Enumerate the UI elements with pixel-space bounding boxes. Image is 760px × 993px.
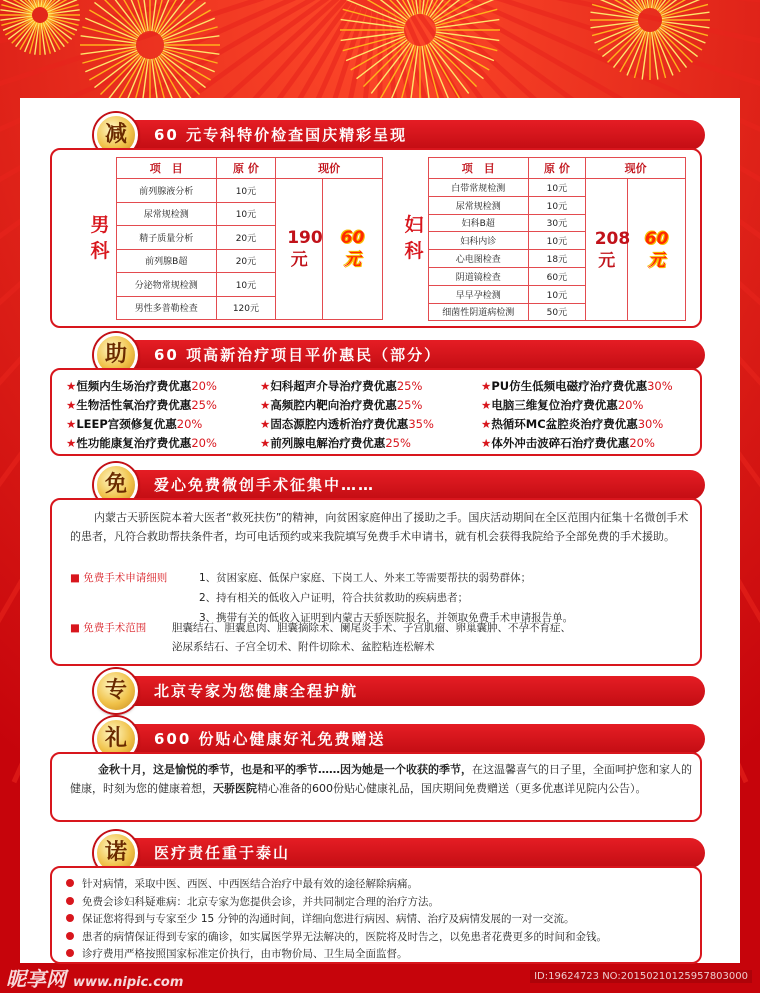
promise-list xyxy=(66,876,696,964)
gift-bold-2: 天骄医院 xyxy=(213,782,257,795)
banner-jian-title: 60 元专科特价检查国庆精彩呈现 xyxy=(154,126,408,144)
female-item: 阴道镜检查 xyxy=(429,267,529,285)
banner-li xyxy=(100,724,705,754)
female-price: 10元 xyxy=(528,232,586,250)
treatment-item: ★电脑三维复位治疗费优惠20% xyxy=(481,398,644,412)
treatment-item: ★固态源腔内透析治疗费优惠35% xyxy=(260,417,434,431)
gift-text-1: 在这温馨喜气的日子里，全面呵护您和家人的健康，时刻为您的健康着想， xyxy=(70,763,692,795)
treatment-item: ★前列腺电解治疗费优惠25% xyxy=(260,436,411,450)
free-intro: 内蒙古天骄医院本着大医者“救死扶伤”的精神，向贫困家庭伸出了援助之手。国庆活动期间在全区范围内征集十名微创手术的患者，凡符合救助帮扶条件者，均可电话预约或来我院填写免费手术申请书，就有机会获得我院给予全部免费的手术援助。 xyxy=(70,511,689,543)
treatment-item: ★性功能康复治疗费优惠20% xyxy=(66,436,217,450)
promise-item: 患者的病情保证得到专家的确诊，如实属医学界无法解决的，医院将及时告之，以免患者花费更多的时间和金钱。 xyxy=(66,929,696,947)
badge-nuo: 诺 xyxy=(94,831,138,875)
female-price: 18元 xyxy=(528,250,586,268)
female-price: 30元 xyxy=(528,214,586,232)
male-price: 10元 xyxy=(216,179,276,203)
badge-zhuan: 专 xyxy=(94,669,138,713)
badge-mian: 免 xyxy=(94,463,138,507)
banner-mian xyxy=(100,470,705,500)
female-header-price: 原 价 xyxy=(528,158,586,179)
badge-jian: 减 xyxy=(94,113,138,157)
female-label: 妇科 xyxy=(404,214,424,262)
rule-1: 1、贫困家庭、低保户家庭、下岗工人、外来工等需要帮扶的弱势群体； xyxy=(199,572,532,584)
male-price: 10元 xyxy=(216,273,276,297)
female-item: 细菌性阴道病检测 xyxy=(429,303,529,321)
promise-item: 免费会诊妇科疑难病：北京专家为您提供会诊，并共同制定合理的治疗方法。 xyxy=(66,894,696,912)
female-item: 妇科内诊 xyxy=(429,232,529,250)
banner-nuo xyxy=(100,838,705,868)
male-header-item: 项 目 xyxy=(117,158,217,179)
gift-text-2: 精心准备的600份贴心健康礼品，国庆期间免费赠送（更多优惠详见院内公告）。 xyxy=(257,782,647,795)
male-item: 分泌物常规检测 xyxy=(117,273,217,297)
banner-li-title: 600 份贴心健康好礼免费赠送 xyxy=(154,730,386,748)
rules-label: ■ 免费手术申请细则 xyxy=(70,572,168,584)
female-price: 10元 xyxy=(528,285,586,303)
banner-jian xyxy=(100,120,705,150)
rule-2: 2、持有相关的低收入户证明，符合扶贫救助的疾病患者； xyxy=(199,592,469,604)
banner-nuo-title: 医疗责任重于泰山 xyxy=(154,844,291,862)
scope-line-2: 泌尿系结石、子宫全切术、附件切除术、盆腔粘连松解术 xyxy=(172,641,435,653)
promise-item: 针对病情，采取中医、西医、中西医结合治疗中最有效的途径解除病痛。 xyxy=(66,876,696,894)
female-price: 50元 xyxy=(528,303,586,321)
female-price-table xyxy=(428,157,686,321)
scope-label: ■ 免费手术范围 xyxy=(70,622,147,634)
female-price: 60元 xyxy=(528,267,586,285)
male-header-now: 现价 xyxy=(276,158,383,179)
gift-text xyxy=(70,760,692,798)
female-item: 白带常规检测 xyxy=(429,179,529,197)
male-item: 尿常规检测 xyxy=(117,202,217,226)
bullet-icon xyxy=(66,914,74,922)
female-item: 尿常规检测 xyxy=(429,196,529,214)
male-label: 男科 xyxy=(90,214,110,262)
promise-item: 保证您将得到与专家至少 15 分钟的沟通时间，详细向您进行病因、病情、治疗及病情发展的一对一交流。 xyxy=(66,911,696,929)
male-header-price: 原 价 xyxy=(216,158,276,179)
bullet-icon xyxy=(66,897,74,905)
female-price: 10元 xyxy=(528,179,586,197)
female-price: 10元 xyxy=(528,196,586,214)
female-item: 心电图检查 xyxy=(429,250,529,268)
male-item: 前列腺液分析 xyxy=(117,179,217,203)
badge-zhu: 助 xyxy=(94,333,138,377)
watermark-id: ID:19624723 NO:20150210125957803000 xyxy=(530,970,752,983)
treatment-item: ★恒频内生场治疗费优惠20% xyxy=(66,379,217,393)
treatment-item: ★LEEP宫颈修复优惠20% xyxy=(66,417,203,431)
female-total: 208元 xyxy=(594,228,631,271)
male-price: 10元 xyxy=(216,202,276,226)
female-header-now: 现价 xyxy=(586,158,686,179)
watermark-logo: 昵享网 www.nipic.com xyxy=(6,967,184,991)
female-item: 妇科B超 xyxy=(429,214,529,232)
male-total: 190元 xyxy=(287,228,323,270)
male-price: 20元 xyxy=(216,226,276,250)
bullet-icon xyxy=(66,879,74,887)
gift-bold-1: 金秋十月，这是愉悦的季节，也是和平的季节……因为她是一个收获的季节， xyxy=(98,763,472,776)
treatment-item: ★妇科超声介导治疗费优惠25% xyxy=(260,379,423,393)
bullet-icon xyxy=(66,949,74,957)
banner-zhuan xyxy=(100,676,705,706)
male-price: 20元 xyxy=(216,249,276,273)
promise-item: 诊疗费用严格按照国家标准定价执行，由市物价局、卫生局全面监督。 xyxy=(66,946,696,964)
bullet-icon xyxy=(66,932,74,940)
treatment-item: ★高频腔内靶向治疗费优惠25% xyxy=(260,398,423,412)
scope-line-1: 胆囊结石、胆囊息肉、胆囊摘除术、阑尾炎手术、子宫肌瘤、卵巢囊肿、不孕不育症、 xyxy=(172,622,571,634)
male-price: 120元 xyxy=(216,296,276,320)
male-item: 精子质量分析 xyxy=(117,226,217,250)
treatment-item: ★生物活性氧治疗费优惠25% xyxy=(66,398,217,412)
male-item: 男性多普勒检查 xyxy=(117,296,217,320)
male-price-table xyxy=(116,157,383,320)
male-now-price: 60元 xyxy=(340,228,365,270)
badge-li: 礼 xyxy=(94,717,138,761)
female-item: 早早孕检测 xyxy=(429,285,529,303)
treatment-item: ★热循环MC盆腔炎治疗费优惠30% xyxy=(481,417,664,431)
male-item: 前列腺B超 xyxy=(117,249,217,273)
treatment-item: ★PU仿生低频电磁疗治疗费优惠30% xyxy=(481,379,673,393)
banner-zhuan-title: 北京专家为您健康全程护航 xyxy=(154,682,359,700)
banner-zhu-title: 60 项高新治疗项目平价惠民（部分） xyxy=(154,346,442,364)
treatment-item: ★体外冲击波碎石治疗费优惠20% xyxy=(481,436,655,450)
female-now-price: 60元 xyxy=(644,228,669,271)
banner-mian-title: 爱心免费微创手术征集中…… xyxy=(154,476,376,494)
rule-3: 3、携带有关的低收入证明到内蒙古天骄医院报名，并领取免费手术申请报告单。 xyxy=(199,612,574,624)
female-header-item: 项 目 xyxy=(429,158,529,179)
banner-zhu xyxy=(100,340,705,370)
